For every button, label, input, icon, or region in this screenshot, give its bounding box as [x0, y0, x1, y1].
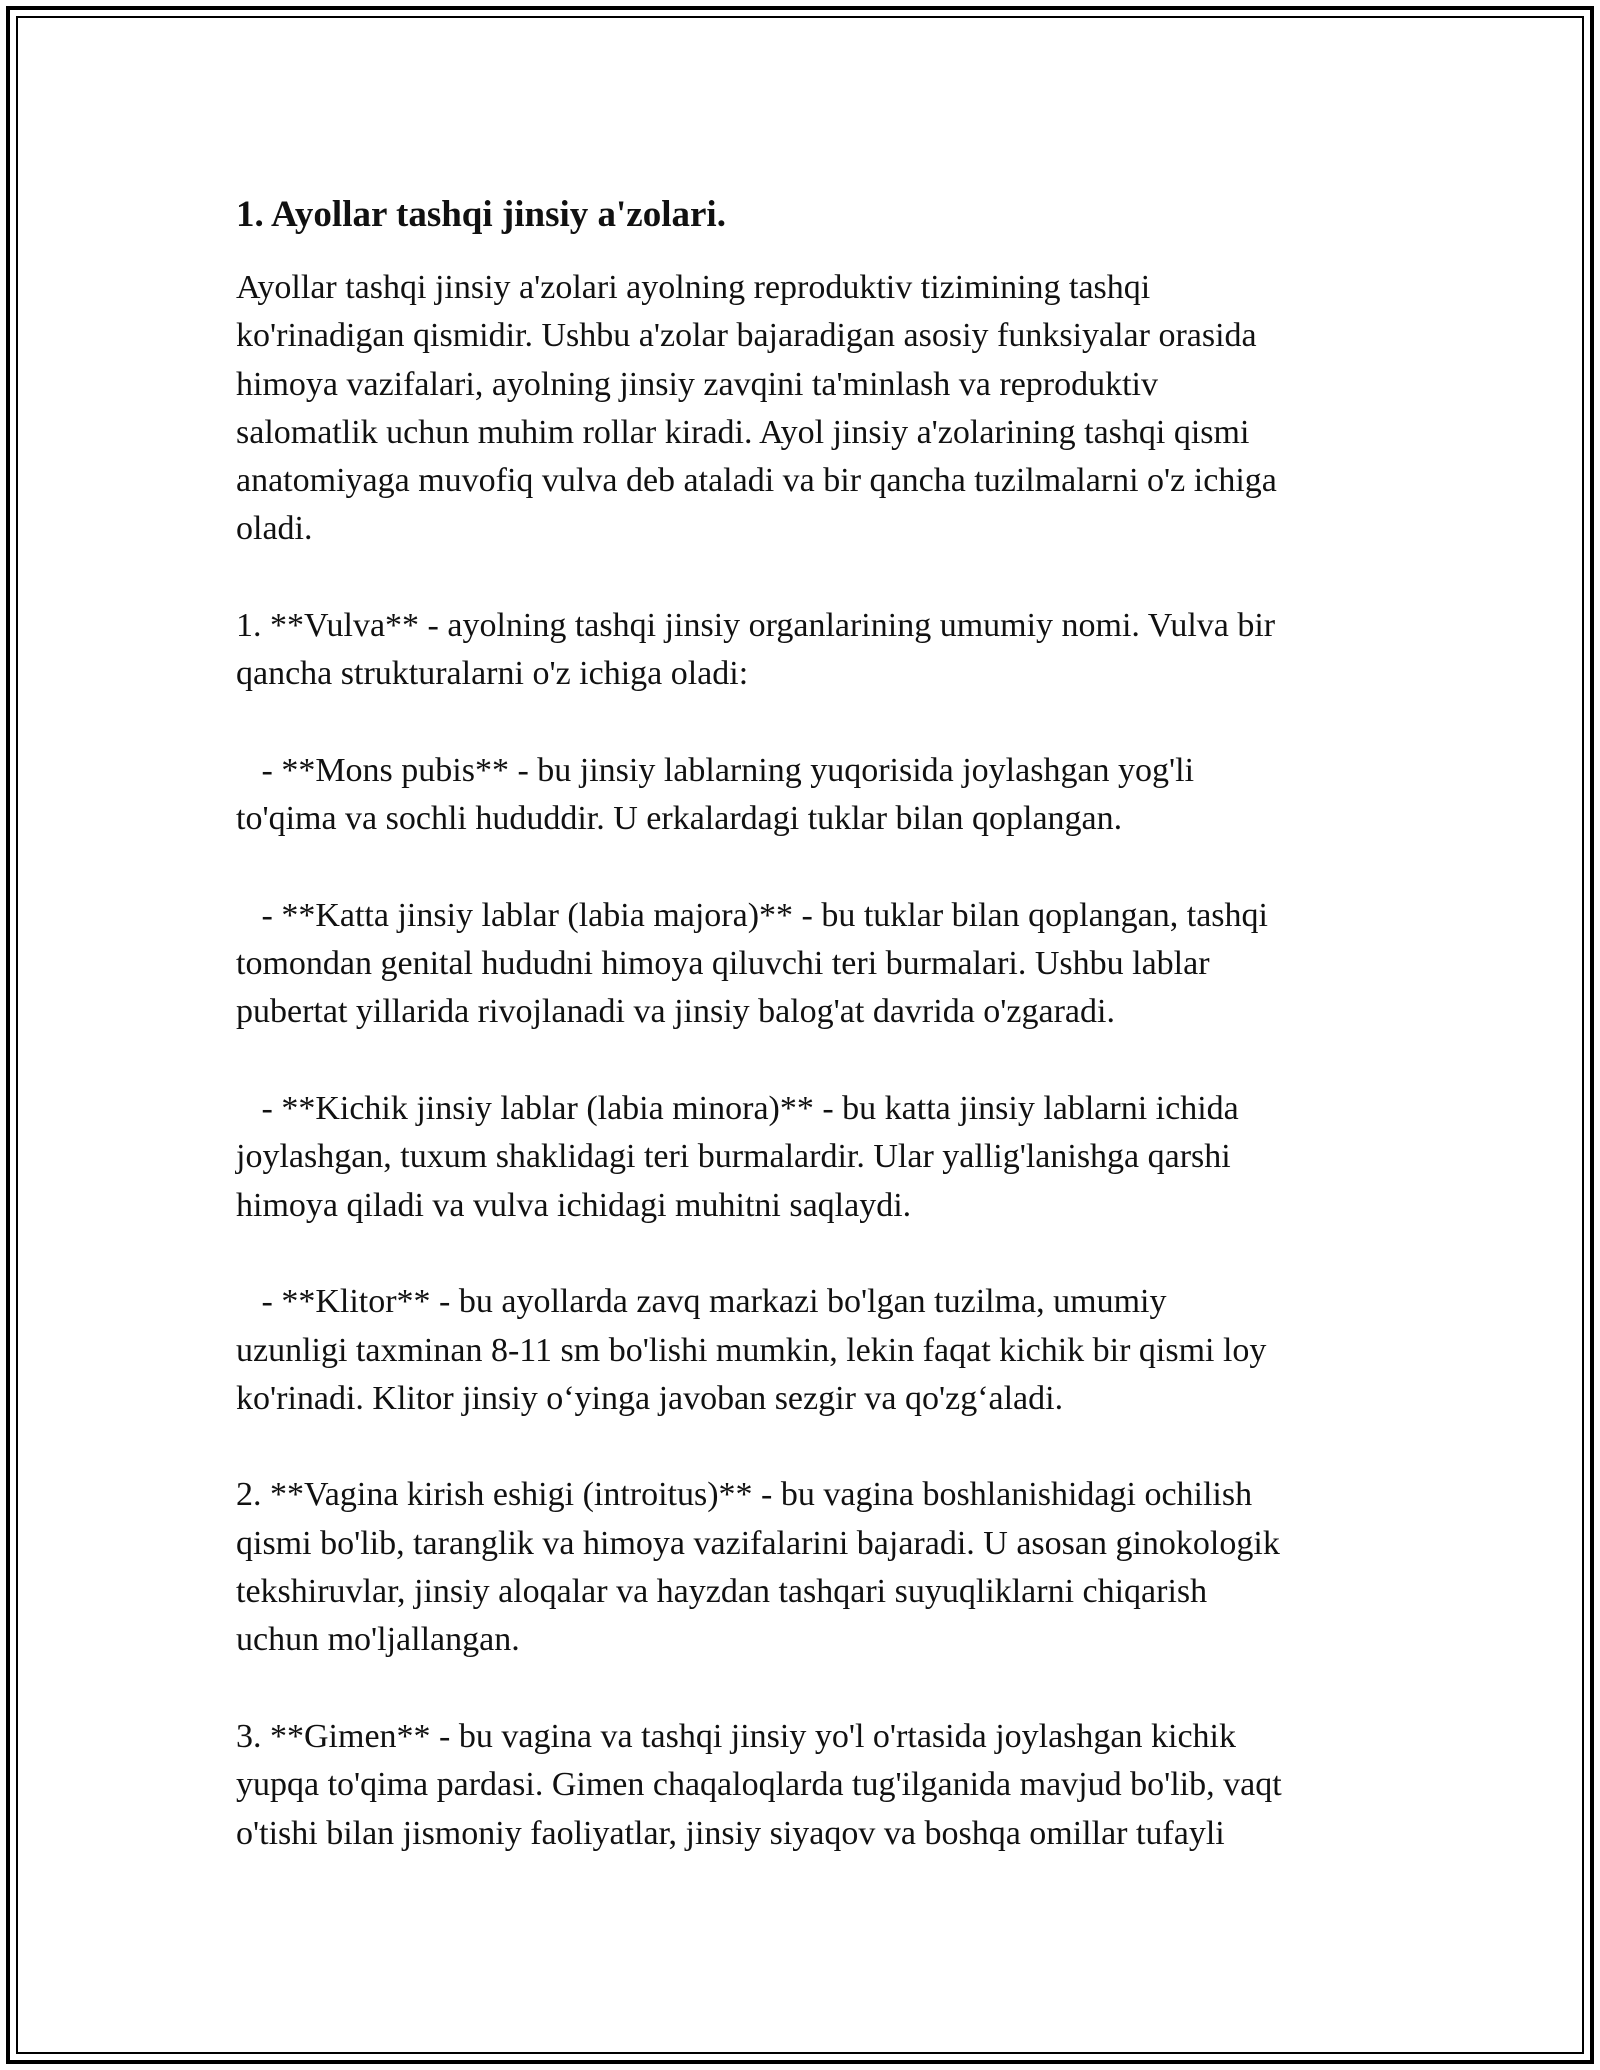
paragraph: - **Kichik jinsiy lablar (labia minora)** - bu katta jinsiy lablarni ichida joylashgan, tuxum shaklidagi teri burmalardir. Ular yallig'lanishga qarshi himoya qiladi va vulva ichidagi muhitni saqlaydi. [236, 1090, 1239, 1224]
paragraph: 2. **Vagina kirish eshigi (introitus)** - bu vagina boshlanishidagi ochilish qismi bo'lib, taranglik va himoya vazifalarini bajaradi. U asosan ginokologik tekshiruvlar, jinsiy aloqalar va hayzdan tashqari suyuqliklarni chiqarish uchun mo'ljallangan. [236, 1476, 1280, 1659]
document-body [236, 190, 1376, 1858]
section-title: 1. Ayollar tashqi jinsiy a'zolari. [236, 194, 726, 235]
paragraph: Ayollar tashqi jinsiy a'zolari ayolning reproduktiv tizimining tashqi ko'rinadigan qismidir. Ushbu a'zolar bajaradigan asosiy funksiyalar orasida himoya vazifalari, ayolning jinsiy zavqini ta'minlash va reproduktiv salomatlik uchun muhim rollar kiradi. Ayol jinsiy a'zolarining tashqi qismi anatomiyaga muvofiq vulva deb ataladi va bir qancha tuzilmalarni o'z ichiga oladi. [236, 269, 1277, 548]
paragraph: 3. **Gimen** - bu vagina va tashqi jinsiy yo'l o'rtasida joylashgan kichik yupqa to'qima pardasi. Gimen chaqaloqlarda tug'ilganida mavjud bo'lib, vaqt o'tishi bilan jismoniy faoliyatlar, jinsiy siyaqov va boshqa omillar tufayli [236, 1717, 1282, 1852]
paragraph: 1. **Vulva** - ayolning tashqi jinsiy organlarining umumiy nomi. Vulva bir qancha strukturalarni o'z ichiga oladi: [236, 607, 1276, 693]
paragraph: - **Mons pubis** - bu jinsiy lablarning yuqorisida joylashgan yog'li to'qima va sochli hududdir. U erkalardagi tuklar bilan qoplangan. [236, 751, 1195, 838]
paragraph: - **Katta jinsiy lablar (labia majora)** - bu tuklar bilan qoplangan, tashqi tomondan genital hududni himoya qiluvchi teri burmalari. Ushbu lablar pubertat yillarida rivojlanadi va jinsiy balog'at davrida o'zgaradi. [236, 896, 1268, 1031]
paragraph-list [236, 264, 1376, 1858]
paragraph: - **Klitor** - bu ayollarda zavq markazi bo'lgan tuzilma, umumiy uzunligi taxminan 8-11 sm bo'lishi mumkin, lekin faqat kichik bir qismi loy ko'rinadi. Klitor jinsiy o‘yinga javoban sezgir va qo'zg‘aladi. [236, 1283, 1267, 1417]
